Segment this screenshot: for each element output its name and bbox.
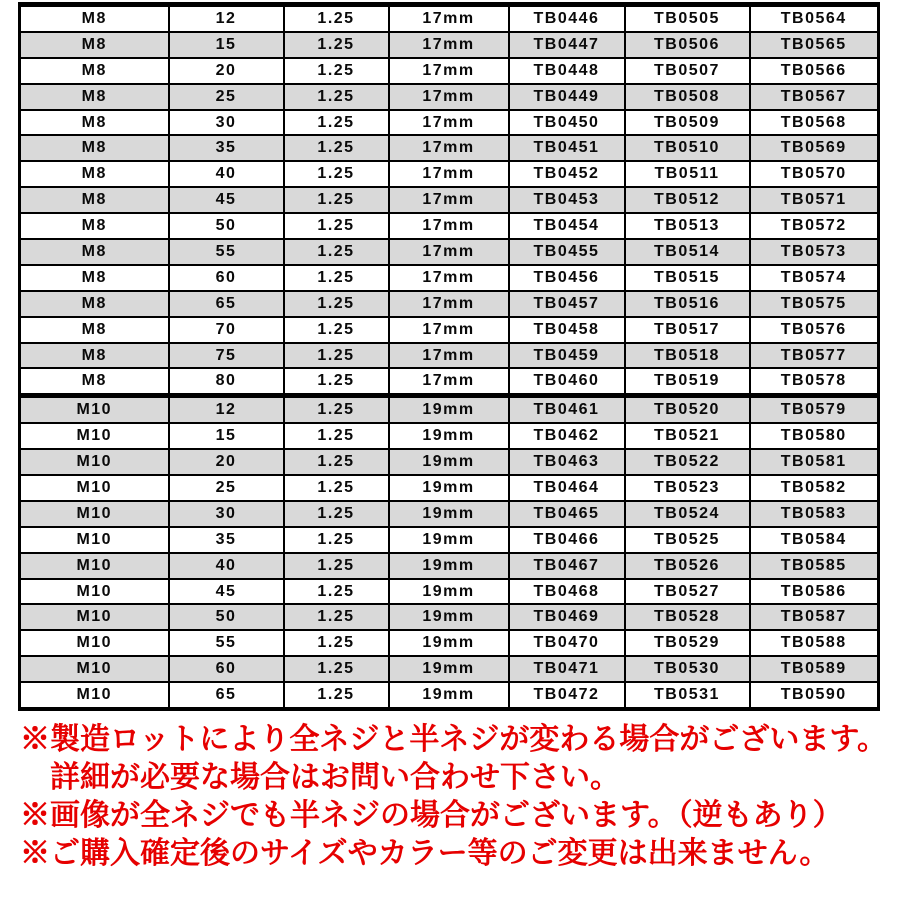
- table-cell: 65: [169, 291, 284, 317]
- table-cell: 25: [169, 84, 284, 110]
- table-cell: TB0524: [625, 501, 750, 527]
- table-cell: 19mm: [389, 423, 509, 449]
- table-cell: 19mm: [389, 396, 509, 423]
- note-line-4: ※ご購入確定後のサイズやカラー等のご変更は出来ません。: [20, 837, 830, 870]
- table-cell: M8: [20, 32, 169, 58]
- table-cell: TB0530: [625, 656, 750, 682]
- table-cell: M10: [20, 656, 169, 682]
- table-cell: TB0446: [509, 5, 625, 32]
- table-cell: M8: [20, 110, 169, 136]
- table-cell: M10: [20, 604, 169, 630]
- table-cell: 1.25: [284, 135, 389, 161]
- table-cell: TB0529: [625, 630, 750, 656]
- table-cell: 19mm: [389, 475, 509, 501]
- table-cell: TB0511: [625, 161, 750, 187]
- table-cell: TB0580: [750, 423, 879, 449]
- table-row: [20, 501, 879, 527]
- table-cell: TB0470: [509, 630, 625, 656]
- table-cell: M8: [20, 58, 169, 84]
- table-cell: 1.25: [284, 317, 389, 343]
- table-cell: 1.25: [284, 682, 389, 709]
- table-cell: 19mm: [389, 527, 509, 553]
- table-cell: 25: [169, 475, 284, 501]
- table-cell: TB0579: [750, 396, 879, 423]
- table-row: [20, 343, 879, 369]
- table-cell: 1.25: [284, 213, 389, 239]
- table-cell: 17mm: [389, 265, 509, 291]
- table-cell: 1.25: [284, 110, 389, 136]
- table-cell: 70: [169, 317, 284, 343]
- table-cell: TB0506: [625, 32, 750, 58]
- table-cell: 1.25: [284, 423, 389, 449]
- table-cell: TB0517: [625, 317, 750, 343]
- table-cell: 50: [169, 213, 284, 239]
- table-cell: TB0460: [509, 368, 625, 395]
- table-row: [20, 317, 879, 343]
- table-cell: TB0588: [750, 630, 879, 656]
- table-row: [20, 213, 879, 239]
- table-row: [20, 630, 879, 656]
- table-cell: 35: [169, 135, 284, 161]
- table-cell: M8: [20, 291, 169, 317]
- table-cell: TB0569: [750, 135, 879, 161]
- table-cell: TB0566: [750, 58, 879, 84]
- table-cell: M8: [20, 84, 169, 110]
- table-cell: 1.25: [284, 58, 389, 84]
- table-cell: 17mm: [389, 58, 509, 84]
- table-cell: 75: [169, 343, 284, 369]
- table-cell: TB0589: [750, 656, 879, 682]
- table-cell: TB0531: [625, 682, 750, 709]
- table-cell: M10: [20, 423, 169, 449]
- table-cell: TB0452: [509, 161, 625, 187]
- table-cell: 1.25: [284, 343, 389, 369]
- table-cell: TB0522: [625, 449, 750, 475]
- table-cell: TB0516: [625, 291, 750, 317]
- table-cell: 1.25: [284, 604, 389, 630]
- table-cell: TB0521: [625, 423, 750, 449]
- table-cell: 17mm: [389, 317, 509, 343]
- table-cell: TB0519: [625, 368, 750, 395]
- table-row: [20, 84, 879, 110]
- table-cell: TB0515: [625, 265, 750, 291]
- table-row: [20, 265, 879, 291]
- table-row: [20, 32, 879, 58]
- table-cell: 20: [169, 449, 284, 475]
- table-cell: 17mm: [389, 161, 509, 187]
- table-cell: TB0510: [625, 135, 750, 161]
- table-cell: 17mm: [389, 343, 509, 369]
- table-row: [20, 110, 879, 136]
- size-code-table: [18, 2, 880, 711]
- table-cell: 19mm: [389, 553, 509, 579]
- table-cell: TB0525: [625, 527, 750, 553]
- table-cell: TB0568: [750, 110, 879, 136]
- table-cell: TB0448: [509, 58, 625, 84]
- table-cell: TB0578: [750, 368, 879, 395]
- table-cell: TB0518: [625, 343, 750, 369]
- table-cell: 40: [169, 553, 284, 579]
- table-cell: TB0573: [750, 239, 879, 265]
- table-cell: TB0570: [750, 161, 879, 187]
- table-cell: TB0465: [509, 501, 625, 527]
- table-cell: M10: [20, 579, 169, 605]
- table-cell: TB0462: [509, 423, 625, 449]
- table-cell: TB0581: [750, 449, 879, 475]
- table-cell: TB0509: [625, 110, 750, 136]
- table-cell: 20: [169, 58, 284, 84]
- table-cell: TB0574: [750, 265, 879, 291]
- table-cell: 45: [169, 579, 284, 605]
- table-cell: 1.25: [284, 84, 389, 110]
- table-cell: TB0455: [509, 239, 625, 265]
- table-cell: M10: [20, 396, 169, 423]
- table-cell: TB0587: [750, 604, 879, 630]
- table-cell: 19mm: [389, 682, 509, 709]
- table-cell: TB0571: [750, 187, 879, 213]
- table-cell: TB0528: [625, 604, 750, 630]
- table-cell: TB0585: [750, 553, 879, 579]
- table-cell: TB0449: [509, 84, 625, 110]
- disclaimer-notes: [20, 721, 900, 873]
- table-row: [20, 682, 879, 709]
- table-cell: TB0514: [625, 239, 750, 265]
- table-cell: 1.25: [284, 553, 389, 579]
- table-cell: 12: [169, 396, 284, 423]
- table-cell: 19mm: [389, 630, 509, 656]
- table-cell: 55: [169, 630, 284, 656]
- table-row: [20, 579, 879, 605]
- table-cell: 1.25: [284, 527, 389, 553]
- table-cell: 17mm: [389, 239, 509, 265]
- table-cell: TB0463: [509, 449, 625, 475]
- table-cell: TB0582: [750, 475, 879, 501]
- table-cell: 1.25: [284, 187, 389, 213]
- table-row: [20, 475, 879, 501]
- table-cell: TB0577: [750, 343, 879, 369]
- table-cell: 17mm: [389, 135, 509, 161]
- table-cell: TB0583: [750, 501, 879, 527]
- table-cell: M10: [20, 553, 169, 579]
- table-row: [20, 604, 879, 630]
- table-cell: M8: [20, 343, 169, 369]
- table-cell: 17mm: [389, 187, 509, 213]
- table-cell: 45: [169, 187, 284, 213]
- table-cell: TB0512: [625, 187, 750, 213]
- table-cell: TB0526: [625, 553, 750, 579]
- note-line-2: 詳細が必要な場合はお問い合わせ下さい。: [50, 761, 620, 794]
- table-cell: TB0469: [509, 604, 625, 630]
- table-row: [20, 135, 879, 161]
- table-cell: TB0454: [509, 213, 625, 239]
- table-cell: TB0471: [509, 656, 625, 682]
- table-cell: M10: [20, 449, 169, 475]
- table-cell: 50: [169, 604, 284, 630]
- note-line-3: ※画像が全ネジでも半ネジの場合がございます。（逆もあり）: [20, 799, 843, 832]
- table-row: [20, 527, 879, 553]
- table-cell: TB0447: [509, 32, 625, 58]
- table-cell: M8: [20, 187, 169, 213]
- table-row: [20, 239, 879, 265]
- table-cell: 17mm: [389, 213, 509, 239]
- table-cell: 30: [169, 110, 284, 136]
- table-cell: M10: [20, 682, 169, 709]
- table-cell: 1.25: [284, 501, 389, 527]
- table-cell: 1.25: [284, 396, 389, 423]
- table-cell: TB0513: [625, 213, 750, 239]
- table-cell: 40: [169, 161, 284, 187]
- table-cell: TB0523: [625, 475, 750, 501]
- table-cell: 60: [169, 656, 284, 682]
- table-cell: TB0527: [625, 579, 750, 605]
- table-cell: TB0451: [509, 135, 625, 161]
- table-cell: TB0458: [509, 317, 625, 343]
- table-cell: TB0468: [509, 579, 625, 605]
- table-cell: M10: [20, 501, 169, 527]
- table-cell: TB0507: [625, 58, 750, 84]
- table-row: [20, 5, 879, 32]
- table-cell: 17mm: [389, 291, 509, 317]
- table-cell: TB0466: [509, 527, 625, 553]
- table-cell: 1.25: [284, 656, 389, 682]
- table-cell: 55: [169, 239, 284, 265]
- table-cell: M10: [20, 475, 169, 501]
- table-cell: 60: [169, 265, 284, 291]
- table-cell: 19mm: [389, 656, 509, 682]
- table-cell: 19mm: [389, 604, 509, 630]
- table-cell: 1.25: [284, 32, 389, 58]
- table-cell: M8: [20, 239, 169, 265]
- table-row: [20, 423, 879, 449]
- table-cell: TB0567: [750, 84, 879, 110]
- table-cell: 35: [169, 527, 284, 553]
- table-cell: TB0586: [750, 579, 879, 605]
- table-cell: 1.25: [284, 579, 389, 605]
- table-cell: M8: [20, 317, 169, 343]
- table-cell: TB0457: [509, 291, 625, 317]
- table-cell: 80: [169, 368, 284, 395]
- table-cell: TB0572: [750, 213, 879, 239]
- table-row: [20, 449, 879, 475]
- table-row: [20, 553, 879, 579]
- table-cell: 1.25: [284, 161, 389, 187]
- table-cell: 1.25: [284, 449, 389, 475]
- table-row: [20, 291, 879, 317]
- table-cell: M8: [20, 5, 169, 32]
- table-cell: TB0459: [509, 343, 625, 369]
- table-cell: TB0590: [750, 682, 879, 709]
- table-cell: M8: [20, 368, 169, 395]
- table-cell: M8: [20, 213, 169, 239]
- table-cell: 15: [169, 32, 284, 58]
- table-cell: M8: [20, 161, 169, 187]
- table-row: [20, 161, 879, 187]
- table-cell: 19mm: [389, 449, 509, 475]
- table-cell: TB0450: [509, 110, 625, 136]
- table-cell: 17mm: [389, 84, 509, 110]
- table-cell: TB0508: [625, 84, 750, 110]
- table-cell: 12: [169, 5, 284, 32]
- table-row: [20, 368, 879, 395]
- table-cell: M10: [20, 630, 169, 656]
- table-cell: TB0461: [509, 396, 625, 423]
- table-cell: 1.25: [284, 368, 389, 395]
- table-cell: TB0576: [750, 317, 879, 343]
- table-cell: TB0467: [509, 553, 625, 579]
- table-cell: TB0456: [509, 265, 625, 291]
- table-cell: TB0575: [750, 291, 879, 317]
- table-cell: 17mm: [389, 110, 509, 136]
- table-row: [20, 187, 879, 213]
- table-cell: TB0505: [625, 5, 750, 32]
- table-cell: TB0520: [625, 396, 750, 423]
- table-cell: 17mm: [389, 5, 509, 32]
- table-row: [20, 656, 879, 682]
- note-line-1: ※製造ロットにより全ネジと半ネジが変わる場合がございます。: [20, 723, 887, 756]
- table-cell: TB0464: [509, 475, 625, 501]
- table-cell: TB0584: [750, 527, 879, 553]
- table-cell: TB0565: [750, 32, 879, 58]
- table-cell: M8: [20, 135, 169, 161]
- table-cell: 65: [169, 682, 284, 709]
- table-row: [20, 58, 879, 84]
- table-cell: 19mm: [389, 501, 509, 527]
- table-cell: 30: [169, 501, 284, 527]
- table-row: [20, 396, 879, 423]
- table-cell: 17mm: [389, 368, 509, 395]
- table-cell: 19mm: [389, 579, 509, 605]
- table-cell: TB0564: [750, 5, 879, 32]
- table-cell: 1.25: [284, 265, 389, 291]
- table-cell: TB0453: [509, 187, 625, 213]
- table-cell: 1.25: [284, 291, 389, 317]
- table-cell: M8: [20, 265, 169, 291]
- table-cell: 15: [169, 423, 284, 449]
- table-cell: 1.25: [284, 630, 389, 656]
- table-cell: 17mm: [389, 32, 509, 58]
- table-cell: 1.25: [284, 475, 389, 501]
- table-cell: 1.25: [284, 5, 389, 32]
- table-cell: M10: [20, 527, 169, 553]
- table-cell: TB0472: [509, 682, 625, 709]
- table-cell: 1.25: [284, 239, 389, 265]
